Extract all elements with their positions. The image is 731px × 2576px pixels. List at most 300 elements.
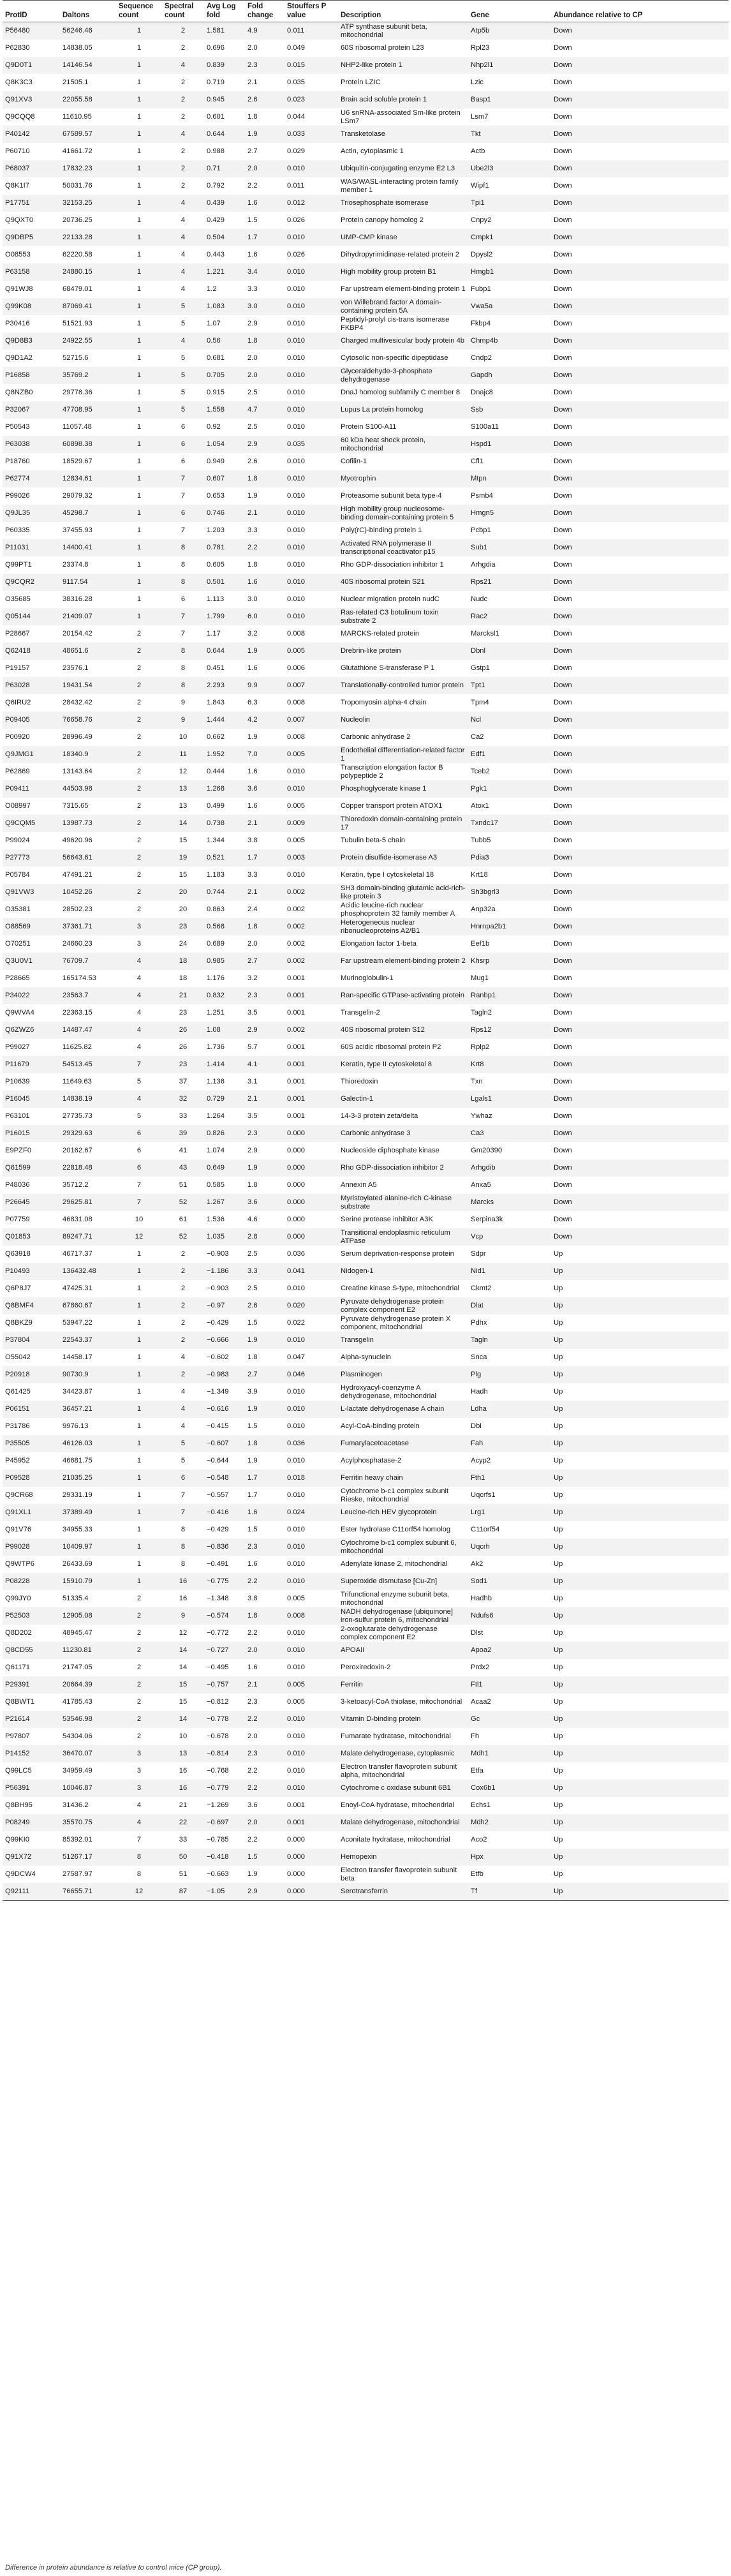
cell-sequence-count: 3 xyxy=(116,918,162,935)
cell-sequence-count: 1 xyxy=(137,595,142,603)
cell-fold-change: 2.4 xyxy=(247,905,258,913)
cell-avg-log-fold: −1.349 xyxy=(207,1388,229,1396)
cell-protid: P21614 xyxy=(3,1711,60,1728)
cell-gene: Dnajc8 xyxy=(471,389,493,396)
cell-protid: P60335 xyxy=(5,526,30,534)
cell-fold-change: 3.2 xyxy=(247,630,258,637)
cell-spectral-count: 39 xyxy=(162,1125,204,1142)
cell-avg-log-fold: 0.738 xyxy=(204,815,245,832)
cell-abundance: Down xyxy=(551,91,728,108)
cell-abundance: Down xyxy=(554,285,572,293)
cell-sequence-count: 1 xyxy=(116,22,162,40)
cell-p-value: 0.006 xyxy=(287,664,305,672)
cell-abundance: Down xyxy=(554,871,572,879)
cell-description: Copper transport protein ATOX1 xyxy=(341,802,443,810)
cell-daltons: 165174.53 xyxy=(63,974,96,982)
table-row xyxy=(3,160,728,177)
table-row xyxy=(3,22,728,40)
cell-description: Ester hydrolase C11orf54 homolog xyxy=(341,1526,451,1534)
table-row xyxy=(3,694,728,711)
cell-protid: P31786 xyxy=(5,1422,30,1430)
cell-description: High mobility group nucleosome-binding domain-containing protein 5 xyxy=(338,505,468,522)
cell-gene: Edf1 xyxy=(468,746,551,763)
cell-gene: Cfl1 xyxy=(471,458,484,465)
cell-description: Acyl-CoA-binding protein xyxy=(341,1422,420,1431)
cell-p-value: 0.010 xyxy=(284,574,338,591)
cell-p-value: 0.005 xyxy=(287,1698,305,1706)
table-row xyxy=(3,1607,728,1625)
cell-avg-log-fold: 1.414 xyxy=(204,1056,245,1073)
cell-gene: Uqcrfs1 xyxy=(471,1491,496,1499)
cell-abundance: Up xyxy=(554,1319,563,1327)
cell-abundance: Up xyxy=(551,1883,728,1900)
cell-gene: Cmpk1 xyxy=(468,229,551,246)
cell-gene: Nhp2l1 xyxy=(468,57,551,74)
cell-p-value: 0.035 xyxy=(284,436,338,453)
cell-description: Protein LZIC xyxy=(341,78,381,87)
cell-protid: P09528 xyxy=(3,1470,60,1487)
cell-p-value: 0.010 xyxy=(284,264,338,281)
cell-gene: Marcksl1 xyxy=(471,630,499,637)
table-row xyxy=(3,1383,728,1401)
cell-protid: P56480 xyxy=(3,22,60,40)
cell-description: Pyruvate dehydrogenase protein X component, mitochondrial xyxy=(341,1315,451,1331)
table-row xyxy=(3,1401,728,1418)
cell-fold-change: 1.8 xyxy=(247,1353,258,1361)
cell-gene: Krt18 xyxy=(471,871,488,879)
cell-protid: Q9D1A2 xyxy=(5,354,33,362)
cell-description: Myotrophin xyxy=(338,470,468,488)
cell-description: Glutathione S-transferase P 1 xyxy=(341,664,435,673)
cell-daltons: 23576.1 xyxy=(63,664,89,672)
table-row xyxy=(3,1418,728,1435)
cell-description: Pyruvate dehydrogenase protein complex component E2 xyxy=(338,1297,468,1314)
cell-sequence-count: 1 xyxy=(116,229,162,246)
cell-protid: P11031 xyxy=(3,539,60,556)
cell-spectral-count: 5 xyxy=(162,1435,204,1452)
cell-gene: Lsm7 xyxy=(471,113,489,121)
cell-abundance: Up xyxy=(551,1711,728,1728)
cell-abundance: Down xyxy=(551,1125,728,1142)
cell-fold-change: 2.1 xyxy=(245,884,284,901)
cell-sequence-count: 2 xyxy=(137,1664,142,1671)
cell-daltons: 37455.93 xyxy=(63,526,92,534)
cell-gene: Lrg1 xyxy=(468,1504,551,1521)
cell-avg-log-fold: 1.183 xyxy=(207,871,225,879)
table-row xyxy=(3,229,728,246)
table-row xyxy=(3,1762,728,1780)
cell-sequence-count: 2 xyxy=(137,837,142,844)
cell-protid: Q8BKZ9 xyxy=(5,1319,33,1327)
cell-daltons: 62220.58 xyxy=(63,251,92,258)
cell-fold-change: 2.3 xyxy=(245,987,284,1004)
cell-gene: Tubb5 xyxy=(471,837,491,844)
table-row xyxy=(3,1642,728,1659)
cell-daltons: 38316.28 xyxy=(63,595,92,603)
cell-sequence-count: 2 xyxy=(116,711,162,729)
cell-spectral-count: 6 xyxy=(181,458,186,465)
cell-p-value: 0.022 xyxy=(287,1319,305,1327)
cell-gene: Gstp1 xyxy=(471,664,490,672)
cell-daltons: 20664.39 xyxy=(60,1676,116,1694)
cell-fold-change: 1.7 xyxy=(245,849,284,867)
cell-gene: Etfb xyxy=(471,1870,484,1878)
cell-abundance: Up xyxy=(551,1538,728,1556)
cell-gene: Mdh1 xyxy=(468,1745,551,1762)
cell-avg-log-fold: 1.17 xyxy=(207,630,221,637)
table-row xyxy=(3,419,728,436)
cell-gene: Pgk1 xyxy=(468,780,551,798)
cell-fold-change: 1.9 xyxy=(245,1159,284,1177)
cell-p-value: 0.010 xyxy=(287,1767,305,1775)
cell-gene: Dpysl2 xyxy=(471,251,493,258)
cell-description: Aconitate hydratase, mitochondrial xyxy=(341,1836,450,1844)
table-row xyxy=(3,1487,728,1504)
cell-description: Superoxide dismutase [Cu-Zn] xyxy=(338,1573,468,1590)
cell-fold-change: 2.9 xyxy=(245,1883,284,1900)
cell-daltons: 17832.23 xyxy=(60,160,116,177)
cell-p-value: 0.010 xyxy=(284,470,338,488)
cell-avg-log-fold: 0.504 xyxy=(204,229,245,246)
cell-p-value: 0.033 xyxy=(284,126,338,143)
cell-abundance: Down xyxy=(551,264,728,281)
cell-gene: Mdh2 xyxy=(468,1814,551,1831)
cell-sequence-count: 8 xyxy=(137,1870,142,1878)
cell-gene: Txn xyxy=(471,1078,483,1085)
cell-sequence-count: 1 xyxy=(116,160,162,177)
cell-daltons: 54304.06 xyxy=(63,1732,92,1740)
cell-spectral-count: 2 xyxy=(181,44,186,52)
cell-sequence-count: 1 xyxy=(137,389,142,396)
cell-sequence-count: 1 xyxy=(137,1250,142,1258)
cell-protid: O35381 xyxy=(5,905,31,913)
cell-protid: Q9JMG1 xyxy=(3,746,60,763)
cell-gene: Etfa xyxy=(471,1767,484,1775)
cell-fold-change: 3.9 xyxy=(247,1388,258,1396)
cell-protid: Q92111 xyxy=(3,1883,60,1900)
cell-abundance: Up xyxy=(551,1332,728,1349)
cell-sequence-count: 2 xyxy=(116,746,162,763)
cell-protid: P68037 xyxy=(3,160,60,177)
cell-abundance: Up xyxy=(554,1284,563,1292)
cell-daltons: 13143.64 xyxy=(63,768,92,775)
cell-fold-change: 1.5 xyxy=(245,1849,284,1866)
cell-p-value: 0.000 xyxy=(287,1836,305,1843)
cell-fold-change: 1.8 xyxy=(245,918,284,935)
cell-avg-log-fold: −1.05 xyxy=(204,1883,245,1900)
cell-spectral-count: 2 xyxy=(181,113,186,121)
cell-p-value: 0.020 xyxy=(284,1297,338,1314)
header-fold-change: Fold change xyxy=(245,1,284,22)
cell-p-value: 0.005 xyxy=(284,746,338,763)
cell-protid: O88569 xyxy=(3,918,60,935)
cell-sequence-count: 7 xyxy=(137,1181,142,1189)
cell-spectral-count: 33 xyxy=(179,1836,188,1843)
cell-description: Annexin A5 xyxy=(341,1181,377,1189)
cell-fold-change: 1.9 xyxy=(247,1870,258,1878)
cell-spectral-count: 8 xyxy=(181,1526,186,1533)
cell-abundance: Down xyxy=(554,113,572,121)
cell-sequence-count: 2 xyxy=(137,1629,142,1637)
cell-gene: Ranbp1 xyxy=(468,987,551,1004)
cell-fold-change: 1.6 xyxy=(247,802,258,810)
cell-description: Ras-related C3 botulinum toxin substrate 2 xyxy=(338,608,468,625)
cell-fold-change: 1.8 xyxy=(247,561,258,569)
cell-sequence-count: 1 xyxy=(116,608,162,625)
cell-avg-log-fold: 0.444 xyxy=(207,768,225,775)
cell-p-value: 0.010 xyxy=(284,539,338,556)
cell-sequence-count: 1 xyxy=(137,1319,142,1327)
cell-protid: Q8NZB0 xyxy=(5,389,33,396)
table-row xyxy=(3,453,728,470)
cell-description: Nucleoside diphosphate kinase xyxy=(341,1147,439,1155)
cell-fold-change: 2.2 xyxy=(247,1767,258,1775)
cell-fold-change: 2.0 xyxy=(245,367,284,384)
cell-avg-log-fold: −0.429 xyxy=(207,1319,229,1327)
cell-sequence-count: 5 xyxy=(137,1112,142,1120)
cell-description: L-lactate dehydrogenase A chain xyxy=(338,1401,468,1418)
cell-spectral-count: 13 xyxy=(179,802,188,810)
cell-abundance: Down xyxy=(554,251,572,258)
cell-fold-change: 1.8 xyxy=(245,1435,284,1452)
cell-avg-log-fold: 0.863 xyxy=(207,905,225,913)
cell-abundance: Down xyxy=(554,492,572,500)
cell-spectral-count: 8 xyxy=(181,664,186,672)
cell-abundance: Down xyxy=(551,470,728,488)
cell-abundance: Up xyxy=(551,1435,728,1452)
cell-description: Serum deprivation-response protein xyxy=(341,1250,454,1258)
cell-fold-change: 2.9 xyxy=(245,1022,284,1039)
cell-avg-log-fold: −0.495 xyxy=(207,1664,229,1671)
cell-daltons: 23563.7 xyxy=(60,987,116,1004)
cell-daltons: 32153.25 xyxy=(60,195,116,212)
cell-p-value: 0.001 xyxy=(287,1078,305,1085)
cell-p-value: 0.001 xyxy=(284,1091,338,1108)
cell-p-value: 0.010 xyxy=(284,229,338,246)
cell-daltons: 12905.08 xyxy=(60,1607,116,1625)
cell-sequence-count: 1 xyxy=(116,126,162,143)
cell-gene: Ca2 xyxy=(471,733,484,741)
cell-p-value: 0.000 xyxy=(287,1147,305,1154)
cell-abundance: Up xyxy=(554,1870,563,1878)
cell-sequence-count: 2 xyxy=(137,630,142,637)
cell-protid: Q8BH95 xyxy=(5,1801,33,1809)
cell-p-value: 0.010 xyxy=(287,1388,305,1396)
cell-fold-change: 2.6 xyxy=(245,1297,284,1314)
cell-sequence-count: 4 xyxy=(116,1022,162,1039)
table-row xyxy=(3,556,728,574)
cell-daltons: 37389.49 xyxy=(60,1504,116,1521)
cell-sequence-count: 2 xyxy=(116,1676,162,1694)
cell-protid: Q9CQQ8 xyxy=(5,113,35,121)
cell-p-value: 0.026 xyxy=(287,251,305,258)
cell-sequence-count: 1 xyxy=(116,367,162,384)
header-abundance: Abundance relative to CP xyxy=(551,1,728,22)
cell-abundance: Down xyxy=(551,126,728,143)
cell-p-value: 0.011 xyxy=(284,22,338,40)
cell-fold-change: 2.0 xyxy=(245,1814,284,1831)
cell-sequence-count: 1 xyxy=(137,1560,142,1568)
cell-fold-change: 1.5 xyxy=(247,1526,258,1533)
cell-avg-log-fold: 0.681 xyxy=(207,354,225,362)
cell-fold-change: 3.1 xyxy=(247,1078,258,1085)
cell-daltons: 28996.49 xyxy=(63,733,92,741)
cell-gene: Tf xyxy=(468,1883,551,1900)
cell-fold-change: 7.0 xyxy=(245,746,284,763)
cell-abundance: Down xyxy=(551,22,728,40)
cell-daltons: 21505.1 xyxy=(63,78,89,86)
cell-fold-change: 1.6 xyxy=(245,1504,284,1521)
cell-abundance: Up xyxy=(554,1629,563,1637)
cell-p-value: 0.000 xyxy=(284,1194,338,1211)
cell-fold-change: 2.3 xyxy=(247,1698,258,1706)
cell-daltons: 67589.57 xyxy=(60,126,116,143)
cell-description: Hemopexin xyxy=(338,1849,468,1866)
cell-description: Acidic leucine-rich nuclear phosphoprotein 32 family member A xyxy=(341,902,455,918)
cell-sequence-count: 2 xyxy=(116,1711,162,1728)
cell-daltons: 10452.26 xyxy=(60,884,116,901)
table-row xyxy=(3,1521,728,1538)
cell-protid: P30416 xyxy=(5,320,30,327)
cell-p-value: 0.000 xyxy=(284,1125,338,1142)
cell-p-value: 0.010 xyxy=(284,401,338,419)
cell-abundance: Up xyxy=(551,1504,728,1521)
cell-sequence-count: 1 xyxy=(137,526,142,534)
cell-avg-log-fold: −0.678 xyxy=(207,1732,229,1740)
cell-sequence-count: 2 xyxy=(137,664,142,672)
cell-daltons: 11625.82 xyxy=(63,1043,92,1051)
cell-daltons: 10046.87 xyxy=(60,1780,116,1797)
table-row xyxy=(3,1728,728,1745)
cell-abundance: Down xyxy=(551,711,728,729)
cell-abundance: Down xyxy=(554,1147,572,1154)
cell-avg-log-fold: 1.251 xyxy=(207,1009,225,1016)
cell-protid: P10493 xyxy=(3,1263,60,1280)
cell-fold-change: 3.2 xyxy=(247,974,258,982)
cell-protid: P45952 xyxy=(5,1457,30,1464)
cell-gene: Atp5b xyxy=(468,22,551,40)
cell-spectral-count: 7 xyxy=(181,1491,186,1499)
cell-gene: Sdpr xyxy=(471,1250,486,1258)
cell-daltons: 27587.97 xyxy=(63,1870,92,1878)
cell-fold-change: 1.9 xyxy=(245,126,284,143)
cell-daltons: 29778.36 xyxy=(63,389,92,396)
cell-sequence-count: 5 xyxy=(137,1078,142,1085)
cell-sequence-count: 4 xyxy=(116,1091,162,1108)
header-sequence-count: Sequence count xyxy=(116,1,162,22)
cell-avg-log-fold: 0.705 xyxy=(204,367,245,384)
cell-fold-change: 2.9 xyxy=(247,320,258,327)
cell-gene: Hmgb1 xyxy=(468,264,551,281)
cell-protid: P48036 xyxy=(5,1181,30,1189)
cell-p-value: 0.000 xyxy=(284,1849,338,1866)
cell-protid: P11679 xyxy=(3,1056,60,1073)
table-row xyxy=(3,1073,728,1091)
cell-abundance: Down xyxy=(551,677,728,694)
cell-protid: P63028 xyxy=(3,677,60,694)
cell-p-value: 0.010 xyxy=(287,1732,305,1740)
cell-description: Keratin, type I cytoskeletal 18 xyxy=(341,871,434,879)
cell-avg-log-fold: −0.663 xyxy=(207,1870,229,1878)
cell-daltons: 20162.67 xyxy=(63,1147,92,1154)
cell-p-value: 0.049 xyxy=(287,44,305,52)
cell-protid: P00920 xyxy=(5,733,30,741)
header-description: Description xyxy=(338,1,468,22)
cell-gene: Ftl1 xyxy=(468,1676,551,1694)
cell-spectral-count: 4 xyxy=(162,126,204,143)
cell-description: Myristoylated alanine-rich C-kinase substrate xyxy=(338,1194,468,1211)
cell-gene: Cndp2 xyxy=(471,354,492,362)
cell-abundance: Down xyxy=(551,815,728,832)
cell-p-value: 0.018 xyxy=(284,1470,338,1487)
cell-spectral-count: 5 xyxy=(162,401,204,419)
table-row xyxy=(3,832,728,849)
table-row xyxy=(3,677,728,694)
cell-sequence-count: 4 xyxy=(137,1801,142,1809)
cell-spectral-count: 5 xyxy=(181,1457,186,1464)
cell-spectral-count: 5 xyxy=(181,389,186,396)
cell-description: 3-ketoacyl-CoA thiolase, mitochondrial xyxy=(341,1698,462,1706)
cell-avg-log-fold: −1.186 xyxy=(204,1263,245,1280)
cell-protid: P16858 xyxy=(3,367,60,384)
table-row xyxy=(3,195,728,212)
cell-gene: Echs1 xyxy=(471,1801,491,1809)
cell-description: Electron transfer flavoprotein subunit alpha, mitochondrial xyxy=(341,1763,457,1779)
cell-gene: Acyp2 xyxy=(471,1457,491,1464)
cell-daltons: 9117.54 xyxy=(60,574,116,591)
cell-spectral-count: 4 xyxy=(181,251,186,258)
cell-p-value: 0.036 xyxy=(284,1435,338,1452)
table-row xyxy=(3,1314,728,1332)
cell-p-value: 0.000 xyxy=(284,1228,338,1246)
table-row xyxy=(3,1280,728,1297)
cell-gene: Basp1 xyxy=(468,91,551,108)
cell-daltons: 87069.41 xyxy=(60,298,116,315)
cell-spectral-count: 4 xyxy=(181,1422,186,1430)
cell-p-value: 0.010 xyxy=(287,320,305,327)
cell-fold-change: 1.9 xyxy=(245,1401,284,1418)
cell-fold-change: 2.2 xyxy=(245,1780,284,1797)
cell-protid: P18760 xyxy=(5,458,30,465)
cell-protid: Q9WVA4 xyxy=(5,1009,34,1016)
cell-avg-log-fold: −0.574 xyxy=(204,1607,245,1625)
cell-p-value: 0.010 xyxy=(284,1332,338,1349)
cell-protid: P40142 xyxy=(3,126,60,143)
cell-gene: Hnrnpa2b1 xyxy=(468,918,551,935)
cell-protid: Q91WJ8 xyxy=(5,285,33,293)
table-row xyxy=(3,1814,728,1831)
cell-description: Cytosolic non-specific dipeptidase xyxy=(341,354,448,362)
cell-avg-log-fold: −0.607 xyxy=(204,1435,245,1452)
cell-daltons: 24660.23 xyxy=(63,940,92,948)
cell-spectral-count: 5 xyxy=(181,354,186,362)
cell-p-value: 0.010 xyxy=(287,423,305,431)
cell-protid: P27773 xyxy=(3,849,60,867)
cell-sequence-count: 3 xyxy=(137,940,142,948)
cell-protid: Q99KI0 xyxy=(5,1836,29,1843)
cell-fold-change: 1.9 xyxy=(247,492,258,500)
cell-daltons: 44503.98 xyxy=(60,780,116,798)
cell-daltons: 35570.75 xyxy=(60,1814,116,1831)
cell-gene: Rplp2 xyxy=(471,1043,490,1051)
cell-gene: Txndc17 xyxy=(468,815,551,832)
table-row xyxy=(3,1866,728,1883)
cell-abundance: Up xyxy=(554,1250,563,1258)
cell-gene: Hpx xyxy=(468,1849,551,1866)
cell-p-value: 0.003 xyxy=(284,849,338,867)
cell-daltons: 22055.58 xyxy=(60,91,116,108)
cell-sequence-count: 1 xyxy=(116,470,162,488)
